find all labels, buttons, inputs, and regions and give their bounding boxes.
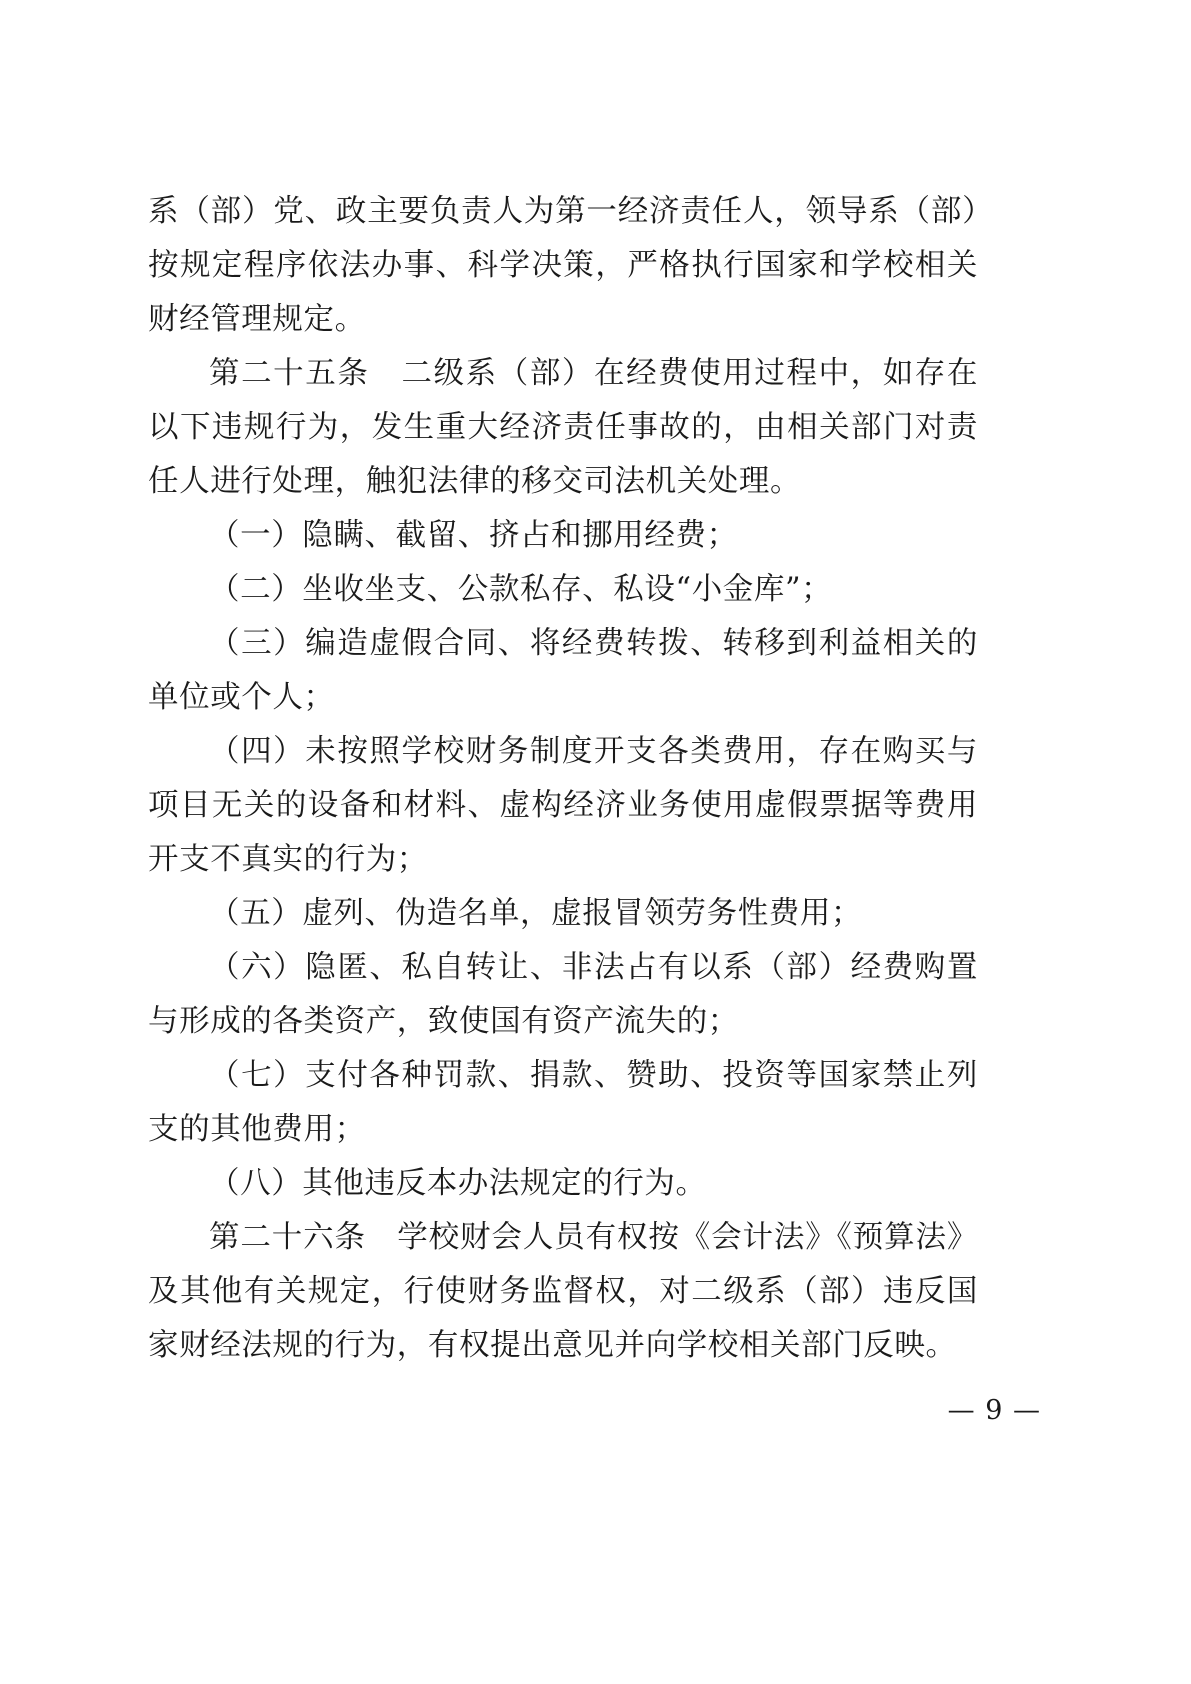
paragraph-item-6: （六）隐匿、私自转让、非法占有以系（部）经费购置与形成的各类资产，致使国有资产流失的； — [148, 950, 978, 1039]
paragraph-item-7: （七）支付各种罚款、捐款、赞助、投资等国家禁止列支的其他费用； — [148, 1058, 978, 1147]
paragraph-article-25: 第二十五条 二级系（部）在经费使用过程中，如存在以下违规行为，发生重大经济责任事故的，由相关部门对责任人进行处理，触犯法律的移交司法机关处理。 — [148, 356, 978, 499]
paragraph-item-1: （一）隐瞒、截留、挤占和挪用经费； — [209, 518, 738, 553]
paragraph-item-5: （五）虚列、伪造名单，虚报冒领劳务性费用； — [209, 896, 863, 931]
paragraph-item-2: （二）坐收坐支、公款私存、私设“小金库”； — [209, 572, 833, 607]
paragraph-continued: 系（部）党、政主要负责人为第一经济责任人，领导系（部）按规定程序依法办事、科学决策，严格执行国家和学校相关财经管理规定。 — [148, 194, 978, 337]
page-number: — 9 — — [947, 1395, 1041, 1426]
document-body — [148, 185, 978, 1373]
paragraph-item-8: （八）其他违反本办法规定的行为。 — [209, 1166, 707, 1201]
paragraph-article-26: 第二十六条 学校财会人员有权按《会计法》《预算法》及其他有关规定，行使财务监督权，对二级系（部）违反国家财经法规的行为，有权提出意见并向学校相关部门反映。 — [148, 1220, 978, 1363]
paragraph-item-3: （三）编造虚假合同、将经费转拨、转移到利益相关的单位或个人； — [148, 626, 978, 715]
paragraph-item-4: （四）未按照学校财务制度开支各类费用，存在购买与项目无关的设备和材料、虚构经济业务使用虚假票据等费用开支不真实的行为； — [148, 734, 978, 877]
